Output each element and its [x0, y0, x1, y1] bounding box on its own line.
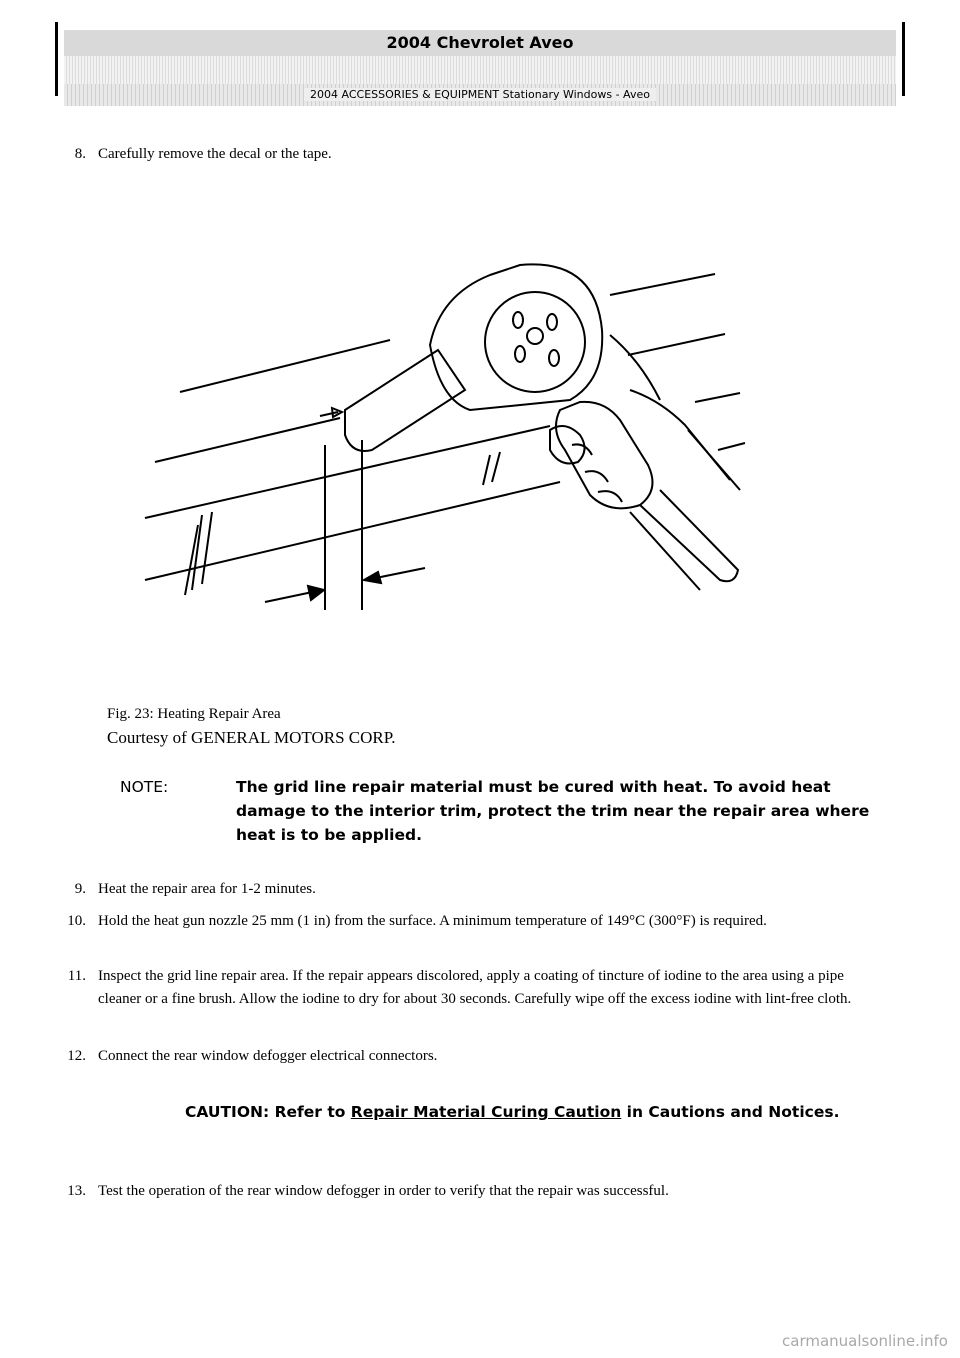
grid-line — [145, 482, 560, 580]
step-number: 8. — [74, 146, 86, 162]
gripping-hand — [556, 402, 653, 509]
arm-outline — [630, 390, 730, 480]
heat-gun-vent-ring — [485, 292, 585, 392]
grid-line — [180, 340, 390, 392]
vent-hole — [549, 350, 559, 366]
arm-outline — [610, 335, 660, 400]
caution-prefix: Refer to — [274, 1103, 346, 1121]
step-text: Heat the repair area for 1-2 minutes. — [98, 881, 316, 897]
grid-line — [610, 274, 715, 295]
heat-gun-nozzle — [345, 350, 465, 451]
grid-line — [695, 393, 740, 402]
step-text: Inspect the grid line repair area. If the repair appears discolored, apply a coating of tincture of iodine to the area using a pipe cleaner or a fine brush. Allow the iodine to dry for about 30 seconds. Carefully wipe off the excess iodine with lint-free cloth. — [98, 968, 852, 1007]
note-label: NOTE: — [120, 778, 169, 796]
step-number: 11. — [67, 968, 86, 984]
step-text: Connect the rear window defogger electrical connectors. — [98, 1048, 438, 1064]
figure-title: Fig. 23: Heating Repair Area — [107, 706, 281, 722]
arm-outline — [688, 430, 740, 490]
step-text: Carefully remove the decal or the tape. — [98, 146, 332, 162]
heat-gun-illustration — [140, 250, 760, 630]
step-number: 10. — [67, 913, 86, 929]
document-header — [55, 22, 905, 101]
step-number: 12. — [67, 1048, 86, 1064]
grid-line — [628, 334, 725, 355]
vent-hole — [515, 346, 525, 362]
break-mark — [483, 452, 500, 485]
header-subtitle: 2004 ACCESSORIES & EQUIPMENT Stationary Windows - Aveo — [304, 88, 656, 101]
break-mark — [185, 512, 212, 595]
step-text: Hold the heat gun nozzle 25 mm (1 in) from the surface. A minimum temperature of 149°C (300°F) is required. — [98, 913, 767, 929]
note-text: The grid line repair material must be cured with heat. To avoid heat damage to the interior trim, protect the trim near the repair area where heat is to be applied. — [236, 778, 870, 844]
step-text: Test the operation of the rear window defogger in order to verify that the repair was successful. — [98, 1183, 669, 1199]
dimension-arrowhead — [308, 586, 324, 600]
header-subtitle-bar — [64, 84, 896, 106]
vent-hole — [527, 328, 543, 344]
caution-block — [185, 1100, 875, 1124]
grid-line — [718, 443, 745, 450]
dimension-arrowhead — [364, 572, 381, 583]
caution-suffix: in Cautions and Notices. — [626, 1103, 840, 1121]
caution-label: CAUTION: — [185, 1103, 270, 1121]
vent-hole — [513, 312, 523, 328]
watermark-footer: carmanualsonline.info — [782, 1332, 948, 1350]
grid-line — [155, 418, 340, 462]
vent-hole — [547, 314, 557, 330]
step-number: 9. — [74, 881, 86, 897]
hand-fingers — [572, 444, 622, 502]
step-number: 13. — [67, 1183, 86, 1199]
header-title: 2004 Chevrolet Aveo — [64, 30, 896, 57]
caution-link[interactable]: Repair Material Curing Caution — [350, 1103, 622, 1121]
heat-gun-handle — [640, 490, 738, 581]
figure-courtesy: Courtesy of GENERAL MOTORS CORP. — [107, 728, 396, 747]
header-texture — [64, 56, 896, 84]
figure-caption — [107, 702, 396, 750]
